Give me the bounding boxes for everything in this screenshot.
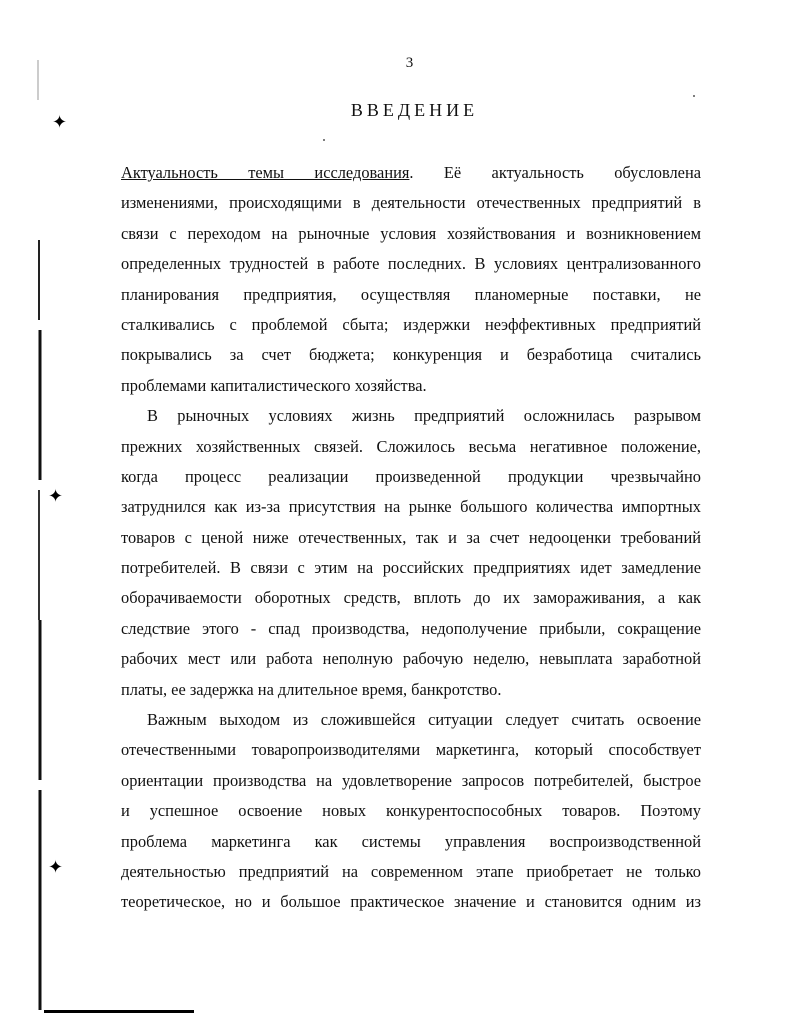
text-line: товаров с ценой ниже отечественных, так и за счет недооценки требований — [121, 527, 701, 547]
scan-dust — [323, 139, 325, 141]
text-line: рабочих мест или работа неполную рабочую неделю, невыплата заработной — [121, 649, 701, 669]
text-line: изменениями, происходящими в деятельности отечественных предприятий в — [121, 193, 701, 213]
text-line: определенных трудностей в работе последних. В условиях централизованного — [121, 254, 701, 274]
text-fragment: . Её актуальность обусловлена — [409, 163, 701, 182]
text-line: платы, ее задержка на длительное время, банкротство. — [121, 679, 502, 699]
text-line: ориентации производства на удовлетворение запросов потребителей, быстрое — [121, 770, 701, 790]
text-line: покрывались за счет бюджета; конкуренция и безработица считались — [121, 345, 701, 365]
text-line: сталкивались с проблемой сбыта; издержки неэффективных предприятий — [121, 314, 701, 334]
scan-mark-icon: ✦ — [48, 857, 64, 877]
text-line: когда процесс реализации произведенной продукции чрезвычайно — [121, 466, 701, 486]
text-line: затруднился как из-за присутствия на рынке большого количества импортных — [121, 497, 701, 517]
underlined-heading: Актуальность темы исследования — [121, 163, 410, 182]
scan-mark-icon: ✦ — [52, 112, 68, 132]
text-line: планирования предприятия, осуществляя планомерные поставки, не — [121, 284, 701, 304]
scan-bottom-line — [44, 1010, 194, 1013]
page-number: 3 — [405, 55, 414, 71]
text-line — [121, 158, 701, 188]
text-line: теоретическое, но и большое практическое значение и становится одним из — [121, 892, 701, 912]
page-title: ВВЕДЕНИЕ — [350, 100, 479, 120]
text-line: и успешное освоение новых конкурентоспособных товаров. Поэтому — [121, 801, 701, 821]
text-line: В рыночных условиях жизнь предприятий осложнилась разрывом — [147, 406, 701, 426]
text-line: следствие этого - спад производства, недополучение прибыли, сокращение — [121, 618, 701, 638]
text-line: оборачиваемости оборотных средств, вплоть до их замораживания, а как — [121, 588, 701, 608]
scan-mark-icon: ✦ — [48, 486, 64, 506]
text-line: прежних хозяйственных связей. Сложилось весьма негативное положение, — [121, 436, 701, 456]
text-line: Важным выходом из сложившейся ситуации следует считать освоение — [147, 710, 701, 730]
body-text — [121, 158, 701, 918]
text-line: отечественными товаропроизводителями маркетинга, который способствует — [121, 740, 701, 760]
scan-dust — [693, 95, 695, 97]
scan-edge-artifact — [30, 60, 44, 1020]
text-line: деятельностью предприятий на современном этапе приобретает не только — [121, 861, 701, 881]
text-line: связи с переходом на рыночные условия хозяйствования и возникновением — [121, 223, 701, 243]
text-line: потребителей. В связи с этим на российских предприятиях идет замедление — [121, 558, 701, 578]
text-line: проблемами капиталистического хозяйства. — [121, 375, 427, 395]
text-line: проблема маркетинга как системы управления воспроизводственной — [121, 831, 701, 851]
